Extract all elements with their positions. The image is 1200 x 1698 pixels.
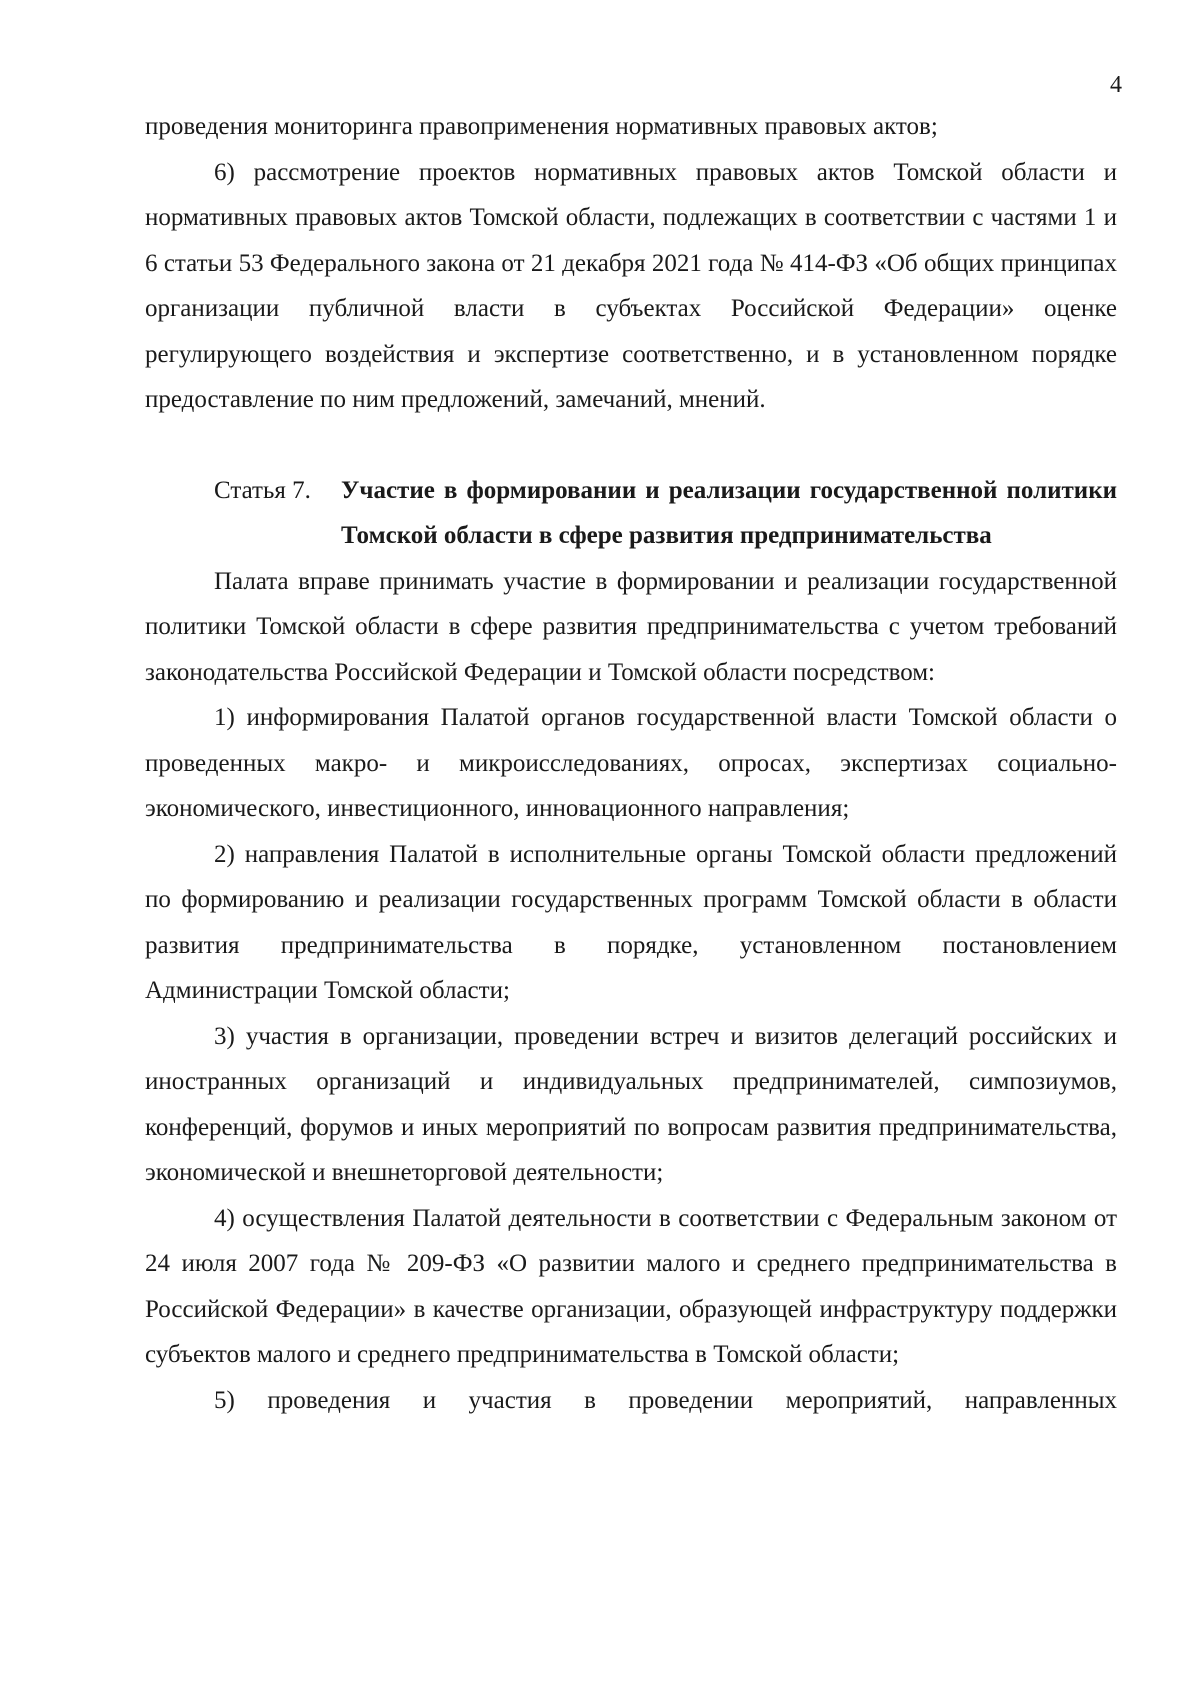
page-number: 4 — [1110, 72, 1122, 98]
paragraph-item-2: 2) направления Палатой в исполнительные органы Томской области предложений по формированию и реализации государственных программ Томской области в области развития предпринимательства в порядке, установленном постановлением Администрации Томской области; — [145, 840, 1117, 1004]
paragraph-intro: Палата вправе принимать участие в формировании и реализации государственной политики Томской области в сфере развития предпринимательства с учетом требований законодательства Российской Федерации и Томской области посредством: — [145, 567, 1117, 686]
article-label: Статья 7. — [214, 476, 311, 504]
paragraph-item-1: 1) информирования Палатой органов государственной власти Томской области о проведенных макро- и микроисследованиях, опросах, экспертизах социально-экономического, инвестиционного, инновационного направления; — [145, 704, 1117, 822]
paragraph-item-6: 6) рассмотрение проектов нормативных правовых актов Томской области и нормативных правовых актов Томской области, подлежащих в соответствии с частями 1 и 6 статьи 53 Федерального закона от 21 декабря 2021 года № 414-ФЗ «Об общих принципах организации публичной власти в субъектах Российской Федерации» оценке регулирующего воздействия и экспертизе соответственно, и в установленном порядке предоставление по ним предложений, замечаний, мнений. — [145, 158, 1117, 413]
article-heading — [145, 468, 1117, 559]
paragraph-item-4: 4) осуществления Палатой деятельности в соответствии с Федеральным законом от 24 июля 2007 года № 209-ФЗ «О развитии малого и среднего предпринимательства в Российской Федерации» в качестве организации, образующей инфраструктуру поддержки субъектов малого и среднего предпринимательства в Томской области; — [145, 1204, 1117, 1368]
article-title: Участие в формировании и реализации государственной политики Томской области в сфере развития предпринимательства — [341, 476, 1117, 549]
document-body — [145, 104, 1117, 1423]
paragraph-item-3: 3) участия в организации, проведении встреч и визитов делегаций российских и иностранных организаций и индивидуальных предпринимателей, симпозиумов, конференций, форумов и иных мероприятий по вопросам развития предпринимательства, экономической и внешнеторговой деятельности; — [145, 1022, 1117, 1186]
paragraph-continuation: проведения мониторинга правоприменения нормативных правовых актов; — [145, 113, 938, 140]
paragraph-item-5: 5) проведения и участия в проведении мероприятий, направленных — [214, 1386, 1117, 1414]
